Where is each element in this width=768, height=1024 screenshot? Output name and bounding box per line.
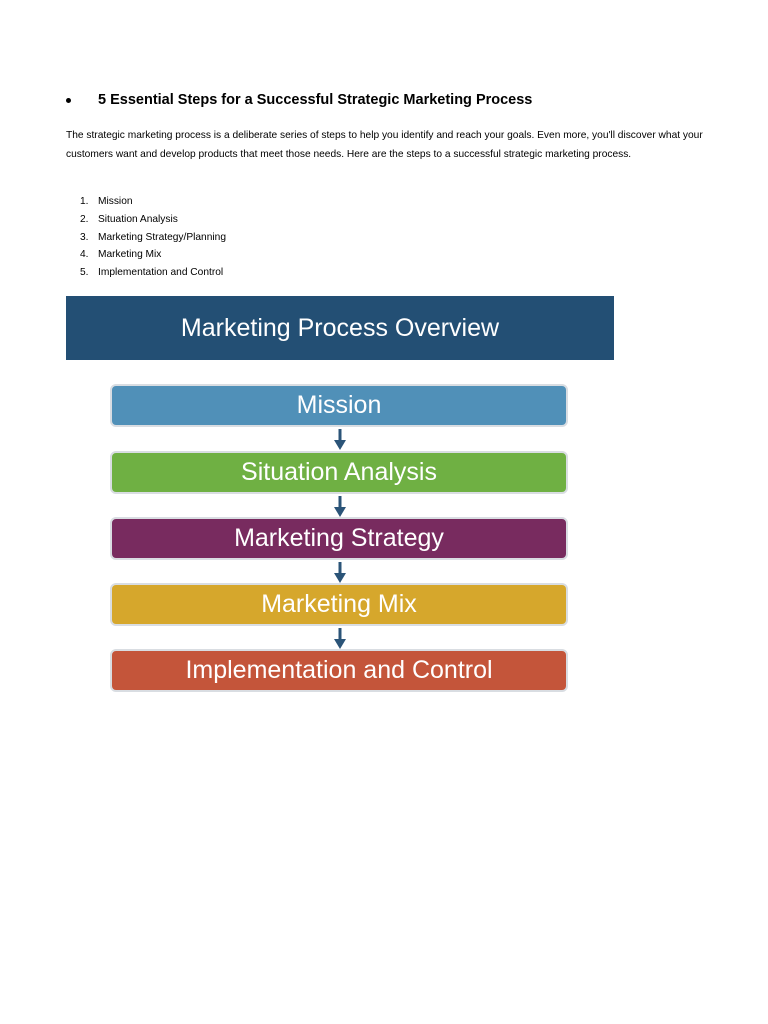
steps-list-item <box>66 193 226 211</box>
steps-list-item <box>66 211 226 229</box>
diagram-step-marketing-strategy: Marketing Strategy <box>110 517 568 560</box>
intro-paragraph: The strategic marketing process is a deliberate series of steps to help you identify and reach your goals. Even more, you'll discover what your customers want and develop products that meet those needs. Here are the steps to a successful strategic marketing process. <box>66 130 703 160</box>
step-number: 3. <box>80 231 89 243</box>
step-label: Mission <box>98 196 133 207</box>
step-label: Implementation and Control <box>98 267 224 279</box>
diagram-step-mission: Mission <box>110 384 568 427</box>
marketing-process-diagram <box>66 296 614 700</box>
steps-list-item <box>66 229 226 247</box>
step-label: Marketing Mix <box>98 249 162 261</box>
step-label: Marketing Strategy/Planning <box>98 231 226 243</box>
steps-list-item <box>66 246 226 264</box>
step-number: 1. <box>80 196 89 207</box>
diagram-step-situation-analysis: Situation Analysis <box>110 451 568 494</box>
down-arrow-icon <box>334 628 346 650</box>
diagram-step-implementation-control: Implementation and Control <box>110 649 568 692</box>
diagram-step-marketing-mix: Marketing Mix <box>110 583 568 626</box>
section-heading: 5 Essential Steps for a Successful Strategic Marketing Process <box>98 92 533 108</box>
diagram-title: Marketing Process Overview <box>66 296 614 360</box>
step-label: Situation Analysis <box>98 213 178 225</box>
step-number: 5. <box>80 267 89 279</box>
section-heading-row <box>62 90 742 112</box>
step-number: 4. <box>80 249 89 261</box>
steps-list-item <box>66 264 226 282</box>
bullet-dot-icon <box>66 98 71 103</box>
down-arrow-icon <box>334 496 346 518</box>
step-number: 2. <box>80 213 89 225</box>
steps-list <box>66 193 226 282</box>
down-arrow-icon <box>334 429 346 451</box>
down-arrow-icon <box>334 562 346 584</box>
